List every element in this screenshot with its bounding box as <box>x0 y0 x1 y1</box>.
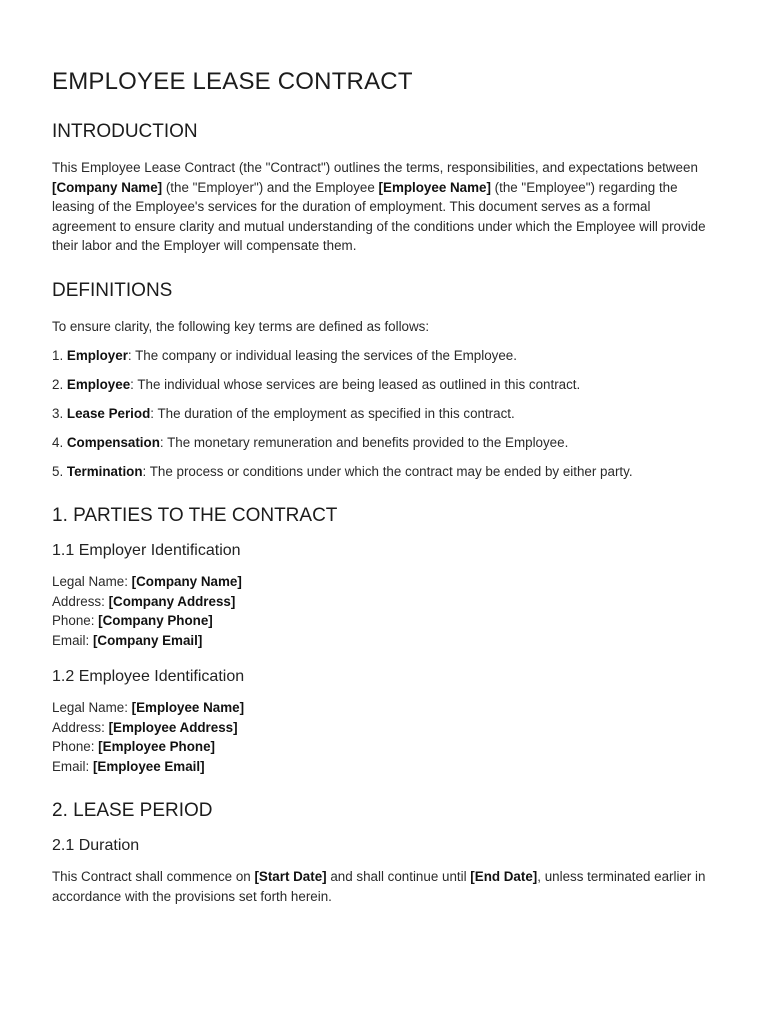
employer-legal-name: Legal Name: [Company Name] <box>52 574 242 589</box>
definition-item: 1. Employer: The company or individual leasing the services of the Employee. <box>52 347 517 363</box>
introduction-heading: INTRODUCTION <box>52 121 198 142</box>
intro-text-2: (the "Employer") and the Employee <box>162 179 379 195</box>
definition-term: Employer <box>66 347 128 363</box>
definitions-lead: To ensure clarity, the following key terms are defined as follows: <box>52 318 430 334</box>
employee-legal-name: Legal Name: [Employee Name] <box>52 700 245 715</box>
employer-phone: Phone: [Company Phone] <box>52 613 213 628</box>
employer-details <box>52 572 718 650</box>
definition-term: Employee <box>66 376 131 392</box>
start-date-placeholder: [Start Date] <box>254 869 327 884</box>
lease-period-section <box>52 800 718 906</box>
employer-email: Email: [Company Email] <box>52 632 203 648</box>
definition-item: 5. Termination: The process or conditions under which the contract may be ended by either party. <box>52 463 633 479</box>
employer-address: Address: [Company Address] <box>52 593 236 609</box>
definitions-section <box>52 280 718 482</box>
definitions-heading: DEFINITIONS <box>52 279 173 301</box>
employee-address: Address: [Employee Address] <box>52 719 238 735</box>
employer-identification-heading: 1.1 Employer Identification <box>52 542 241 559</box>
definition-item: 2. Employee: The individual whose services are being leased as outlined in this contract. <box>52 376 581 392</box>
intro-text-3: (the "Employee") regarding the leasing of the Employee's services for the duration of employment. This document serves as a formal agreement to ensure clarity and mutual understanding of the conditions under which the Employee will provide their labor and the Employer will compensate them. <box>52 179 706 253</box>
definition-term: Lease Period <box>66 405 151 421</box>
definition-term: Compensation <box>66 434 160 450</box>
duration-heading: 2.1 Duration <box>52 837 140 854</box>
employee-email: Email: [Employee Email] <box>52 758 205 774</box>
definition-item: 3. Lease Period: The duration of the employment as specified in this contract. <box>52 405 515 421</box>
employee-identification-heading: 1.2 Employee Identification <box>52 668 245 685</box>
intro-text-1: This Employee Lease Contract (the "Contract") outlines the terms, responsibilities, and expectations between <box>52 160 698 175</box>
parties-section <box>52 505 718 776</box>
company-name-placeholder: [Company Name] <box>52 179 163 195</box>
introduction-section <box>52 121 718 256</box>
document-title: EMPLOYEE LEASE CONTRACT <box>52 68 413 95</box>
parties-heading: 1. PARTIES TO THE CONTRACT <box>52 505 338 526</box>
introduction-paragraph <box>52 158 718 256</box>
lease-period-heading: 2. LEASE PERIOD <box>52 800 213 821</box>
definition-term: Termination <box>66 463 143 479</box>
employee-details <box>52 698 718 776</box>
employee-name-placeholder: [Employee Name] <box>378 179 491 195</box>
employee-phone: Phone: [Employee Phone] <box>52 739 215 754</box>
end-date-placeholder: [End Date] <box>470 869 538 884</box>
duration-paragraph: This Contract shall commence on [Start Date] and shall continue until [End Date], unless terminated earlier in accordance with the provisions set forth herein. <box>52 869 706 904</box>
definition-item: 4. Compensation: The monetary remuneration and benefits provided to the Employee. <box>52 434 569 450</box>
